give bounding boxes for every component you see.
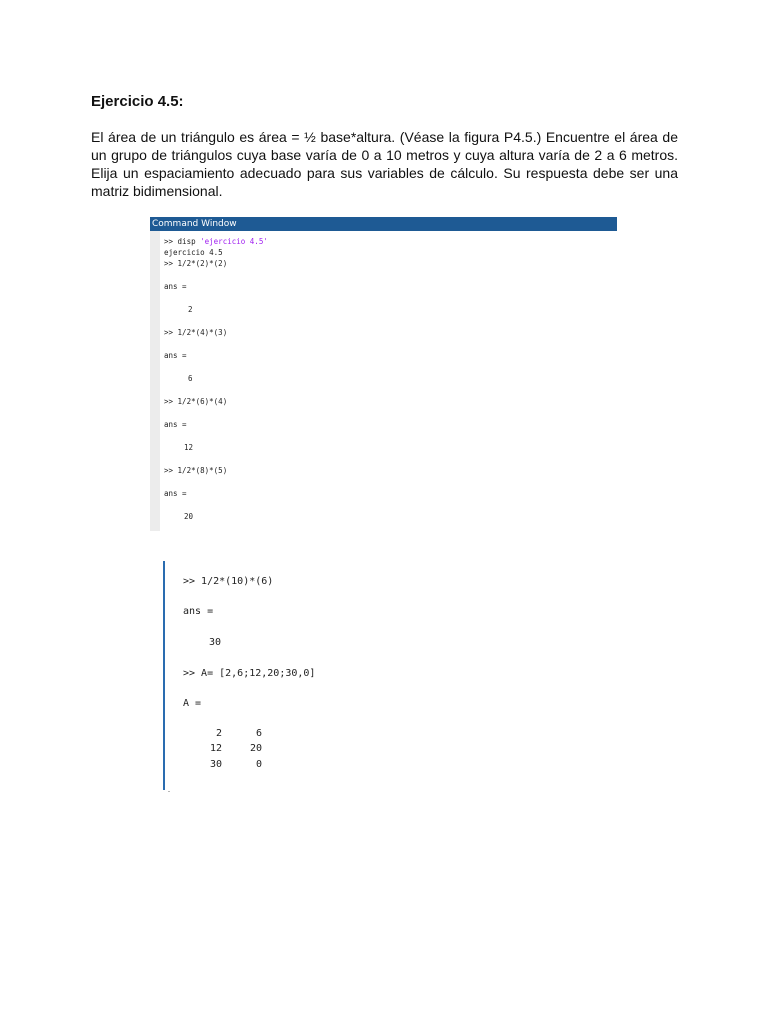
- command-line-4: >> 1/2*(8)*(5): [164, 466, 228, 475]
- window-edge-bar: [163, 561, 165, 790]
- ans-value-5: 30: [209, 637, 222, 648]
- disp-string: 'ejercicio 4.5': [200, 237, 268, 246]
- disp-command-line: [164, 237, 268, 246]
- disp-command: >> disp: [164, 237, 201, 246]
- command-window-screenshot-2: [163, 561, 463, 795]
- command-line-5: >> 1/2*(10)*(6): [183, 576, 274, 587]
- command-line-3: >> 1/2*(6)*(4): [164, 397, 228, 406]
- ans-label-5: ans =: [183, 606, 214, 617]
- ans-value-2: 6: [188, 374, 193, 383]
- command-window-body: [150, 231, 617, 531]
- matrix-cell: 30: [209, 759, 222, 770]
- matrix-cell: 2: [215, 728, 222, 739]
- ans-value-1: 2: [188, 305, 193, 314]
- prompt-mark: -: [168, 789, 170, 795]
- ans-label-1: ans =: [164, 282, 187, 291]
- matrix-label: A =: [183, 698, 202, 709]
- ans-value-3: 12: [184, 443, 194, 452]
- matrix-cell: 20: [249, 743, 262, 754]
- disp-output: ejercicio 4.5: [164, 248, 223, 257]
- matrix-cell: 12: [209, 743, 222, 754]
- ans-label-2: ans =: [164, 351, 187, 360]
- exercise-heading: Ejercicio 4.5:: [91, 93, 184, 110]
- ans-label-3: ans =: [164, 420, 187, 429]
- matrix-command-line: >> A= [2,6;12,20;30,0]: [183, 668, 316, 679]
- ans-label-4: ans =: [164, 489, 187, 498]
- matrix-cell: 6: [255, 728, 262, 739]
- command-window-screenshot-1: [150, 217, 617, 531]
- command-line-1: >> 1/2*(2)*(2): [164, 259, 228, 268]
- problem-statement: El área de un triángulo es área = ½ base*altura. (Véase la figura P4.5.) Encuentre el área de un grupo de triángulos cuya base varía de 0 a 10 metros y cuya altura varía de 2 a 6 metros. Elija un espaciamiento adecuado para sus variables de cálculo. Su respuesta debe ser una matriz bidimensional.: [91, 129, 678, 199]
- ans-value-4: 20: [184, 512, 194, 521]
- command-window-title: Command Window: [150, 217, 617, 231]
- command-line-2: >> 1/2*(4)*(3): [164, 328, 228, 337]
- matrix-cell: 0: [255, 759, 262, 770]
